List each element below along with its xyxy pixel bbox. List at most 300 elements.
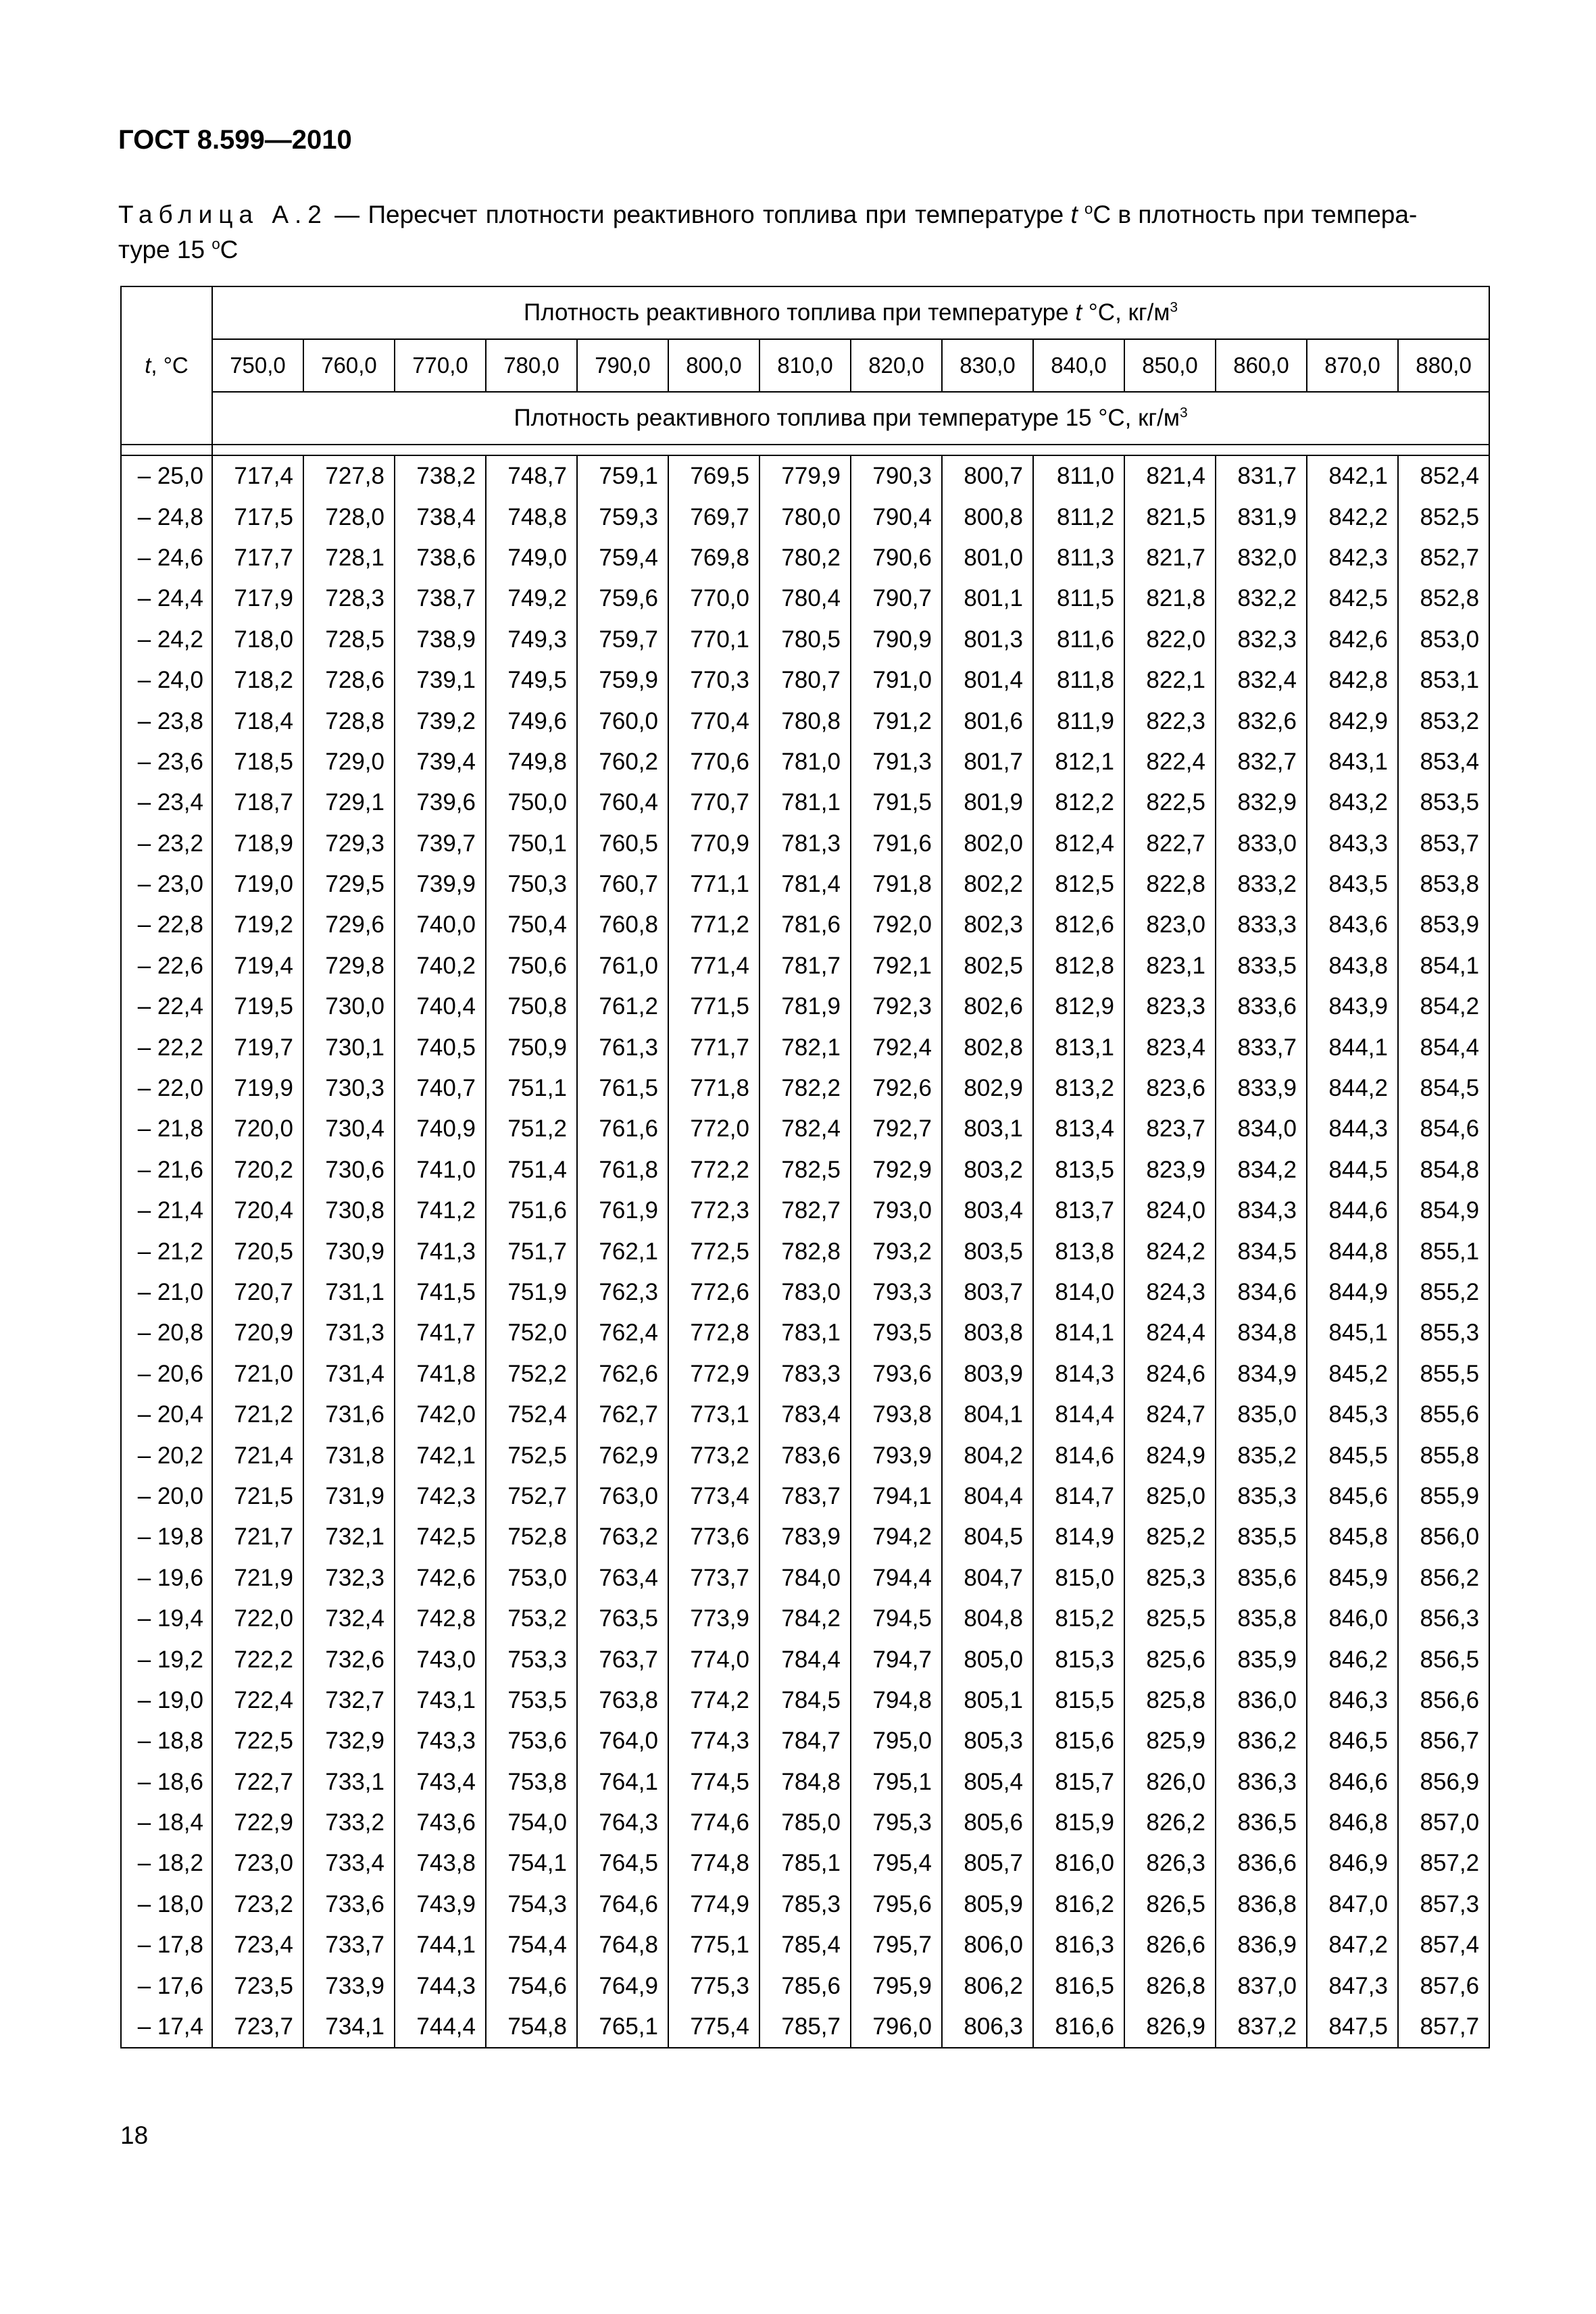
density-cell: 853,7 (1398, 824, 1489, 864)
density-cell: 793,5 (851, 1313, 942, 1353)
density-cell: 783,3 (759, 1354, 851, 1394)
density-cell: 743,6 (395, 1803, 486, 1843)
density-cell: 749,2 (486, 578, 577, 619)
density-cell: 815,0 (1033, 1558, 1124, 1599)
density-cell: 723,2 (212, 1884, 303, 1925)
density-cell: 719,4 (212, 946, 303, 986)
density-cell: 857,6 (1398, 1965, 1489, 2006)
density-cell: 731,1 (303, 1272, 395, 1313)
density-cell: 770,9 (668, 824, 759, 864)
temperature-cell: – 21,0 (121, 1272, 212, 1313)
density-cell: 772,6 (668, 1272, 759, 1313)
density-cell: 823,0 (1124, 905, 1216, 945)
t-header-symbol: t (145, 353, 151, 378)
density-cell: 857,2 (1398, 1843, 1489, 1884)
table-row (121, 1762, 1489, 1803)
density-cell: 733,7 (303, 1925, 395, 1965)
density-cell: 794,4 (851, 1558, 942, 1599)
density-cell: 730,0 (303, 986, 395, 1027)
density-cell: 753,0 (486, 1558, 577, 1599)
density-cell: 832,4 (1216, 660, 1307, 701)
density-cell: 804,8 (942, 1599, 1033, 1639)
density-cell: 759,7 (577, 620, 668, 660)
density-cell: 761,0 (577, 946, 668, 986)
density-cell: 857,7 (1398, 2007, 1489, 2048)
density-cell: 741,5 (395, 1272, 486, 1313)
density-cell: 823,1 (1124, 946, 1216, 986)
density-cell: 731,3 (303, 1313, 395, 1353)
table-row (121, 1394, 1489, 1435)
table-row (121, 701, 1489, 741)
density-cell: 833,7 (1216, 1027, 1307, 1067)
density-cell: 717,5 (212, 497, 303, 537)
density-cell: 783,1 (759, 1313, 851, 1353)
density-cell: 805,4 (942, 1762, 1033, 1803)
density-cell: 781,3 (759, 824, 851, 864)
density-cell: 721,2 (212, 1394, 303, 1435)
density-cell: 836,9 (1216, 1925, 1307, 1965)
density-cell: 853,5 (1398, 782, 1489, 823)
density-cell: 793,6 (851, 1354, 942, 1394)
density-cell: 800,7 (942, 455, 1033, 497)
density-cell: 752,0 (486, 1313, 577, 1353)
table-row (121, 1925, 1489, 1965)
density-cell: 732,6 (303, 1639, 395, 1680)
density-cell: 842,8 (1307, 660, 1398, 701)
density-cell: 834,0 (1216, 1109, 1307, 1149)
density-cell: 793,0 (851, 1190, 942, 1231)
density-cell: 775,1 (668, 1925, 759, 1965)
density-cell: 774,0 (668, 1639, 759, 1680)
density-cell: 802,0 (942, 824, 1033, 864)
density-cell: 824,2 (1124, 1231, 1216, 1272)
density-column-header: 880,0 (1398, 339, 1489, 392)
density-cell: 843,6 (1307, 905, 1398, 945)
density-cell: 795,9 (851, 1965, 942, 2006)
density-cell: 826,2 (1124, 1803, 1216, 1843)
density-cell: 781,0 (759, 742, 851, 782)
density-cell: 740,9 (395, 1109, 486, 1149)
density-cell: 781,9 (759, 986, 851, 1027)
density-cell: 760,2 (577, 742, 668, 782)
density-cell: 803,4 (942, 1190, 1033, 1231)
density-cell: 855,9 (1398, 1476, 1489, 1517)
density-cell: 856,5 (1398, 1639, 1489, 1680)
density-cell: 785,1 (759, 1843, 851, 1884)
density-cell: 802,6 (942, 986, 1033, 1027)
density-cell: 771,5 (668, 986, 759, 1027)
density-cell: 754,8 (486, 2007, 577, 2048)
temperature-cell: – 20,2 (121, 1435, 212, 1476)
density-cell: 739,2 (395, 701, 486, 741)
density-column-header: 830,0 (942, 339, 1033, 392)
density-cell: 772,8 (668, 1313, 759, 1353)
density-cell: 814,7 (1033, 1476, 1124, 1517)
caption-text-cont: С в плотность при темпера- (1093, 201, 1418, 228)
density-cell: 769,5 (668, 455, 759, 497)
density-cell: 795,1 (851, 1762, 942, 1803)
density-cell: 852,4 (1398, 455, 1489, 497)
temperature-cell: – 17,6 (121, 1965, 212, 2006)
density-cell: 806,3 (942, 2007, 1033, 2048)
density-cell: 822,7 (1124, 824, 1216, 864)
density-cell: 831,7 (1216, 455, 1307, 497)
density-cell: 731,4 (303, 1354, 395, 1394)
density-cell: 761,2 (577, 986, 668, 1027)
density-cell: 721,5 (212, 1476, 303, 1517)
density-cell: 846,8 (1307, 1803, 1398, 1843)
density-cell: 740,0 (395, 905, 486, 945)
table-row (121, 1517, 1489, 1557)
density-cell: 852,5 (1398, 497, 1489, 537)
density-cell: 770,7 (668, 782, 759, 823)
table-row (121, 1680, 1489, 1721)
density-cell: 855,2 (1398, 1272, 1489, 1313)
density-cell: 729,0 (303, 742, 395, 782)
temperature-cell: – 21,6 (121, 1150, 212, 1190)
density-cell: 822,3 (1124, 701, 1216, 741)
temperature-cell: – 18,2 (121, 1843, 212, 1884)
table-row (121, 946, 1489, 986)
density-cell: 845,8 (1307, 1517, 1398, 1557)
density-cell: 775,4 (668, 2007, 759, 2048)
density-cell: 718,2 (212, 660, 303, 701)
density-cell: 750,9 (486, 1027, 577, 1067)
header-gap-row (121, 445, 1489, 455)
density-cell: 780,7 (759, 660, 851, 701)
density-cell: 792,1 (851, 946, 942, 986)
density-cell: 751,2 (486, 1109, 577, 1149)
density-cell: 720,7 (212, 1272, 303, 1313)
density-cell: 741,7 (395, 1313, 486, 1353)
density-cell: 825,9 (1124, 1721, 1216, 1761)
density-column-header: 810,0 (759, 339, 851, 392)
density-cell: 804,2 (942, 1435, 1033, 1476)
density-cell: 793,9 (851, 1435, 942, 1476)
density-cell: 720,9 (212, 1313, 303, 1353)
density-cell: 717,9 (212, 578, 303, 619)
density-cell: 794,5 (851, 1599, 942, 1639)
density-cell: 743,3 (395, 1721, 486, 1761)
table-row (121, 1354, 1489, 1394)
top-header-suffix: °С, кг/м (1088, 299, 1170, 326)
table-row (121, 905, 1489, 945)
density-cell: 854,4 (1398, 1027, 1489, 1067)
density-cell: 852,7 (1398, 538, 1489, 578)
density-cell: 793,2 (851, 1231, 942, 1272)
density-cell: 835,0 (1216, 1394, 1307, 1435)
density-cell: 728,0 (303, 497, 395, 537)
density-cell: 785,3 (759, 1884, 851, 1925)
density-cell: 741,0 (395, 1150, 486, 1190)
density-cell: 823,4 (1124, 1027, 1216, 1067)
density-cell: 722,0 (212, 1599, 303, 1639)
density-cell: 853,9 (1398, 905, 1489, 945)
density-cell: 729,6 (303, 905, 395, 945)
density-cell: 823,9 (1124, 1150, 1216, 1190)
density-cell: 821,4 (1124, 455, 1216, 497)
density-cell: 780,0 (759, 497, 851, 537)
density-cell: 854,2 (1398, 986, 1489, 1027)
density-cell: 763,5 (577, 1599, 668, 1639)
caption-degree-2: o (211, 235, 220, 253)
density-cell: 774,9 (668, 1884, 759, 1925)
temperature-cell: – 20,8 (121, 1313, 212, 1353)
table-row (121, 660, 1489, 701)
table-row (121, 742, 1489, 782)
density-cell: 751,6 (486, 1190, 577, 1231)
density-cell: 744,1 (395, 1925, 486, 1965)
density-cell: 825,6 (1124, 1639, 1216, 1680)
density-cell: 805,3 (942, 1721, 1033, 1761)
density-cell: 718,0 (212, 620, 303, 660)
density-cell: 822,1 (1124, 660, 1216, 701)
caption-line2-suffix: С (220, 236, 239, 263)
density-cell: 846,2 (1307, 1639, 1398, 1680)
density-cell: 783,9 (759, 1517, 851, 1557)
density-cell: 782,1 (759, 1027, 851, 1067)
density-cell: 718,9 (212, 824, 303, 864)
density-cell: 845,5 (1307, 1435, 1398, 1476)
temperature-cell: – 22,2 (121, 1027, 212, 1067)
density-cell: 740,4 (395, 986, 486, 1027)
temperature-cell: – 20,6 (121, 1354, 212, 1394)
density-cell: 811,0 (1033, 455, 1124, 497)
density-cell: 845,1 (1307, 1313, 1398, 1353)
density-cell: 801,7 (942, 742, 1033, 782)
caption-line2: туре 15 (118, 236, 205, 263)
density-cell: 738,6 (395, 538, 486, 578)
density-cell: 832,2 (1216, 578, 1307, 619)
density-cell: 750,4 (486, 905, 577, 945)
density-cell: 855,6 (1398, 1394, 1489, 1435)
density-cell: 844,3 (1307, 1109, 1398, 1149)
density-cell: 790,9 (851, 620, 942, 660)
density-cell: 812,8 (1033, 946, 1124, 986)
density-cell: 739,9 (395, 864, 486, 905)
density-cell: 843,2 (1307, 782, 1398, 823)
temperature-cell: – 17,4 (121, 2007, 212, 2048)
table-row (121, 578, 1489, 619)
temperature-cell: – 19,0 (121, 1680, 212, 1721)
density-cell: 763,7 (577, 1639, 668, 1680)
density-cell: 743,0 (395, 1639, 486, 1680)
density-cell: 832,3 (1216, 620, 1307, 660)
density-cell: 752,5 (486, 1435, 577, 1476)
temperature-cell: – 21,8 (121, 1109, 212, 1149)
density-cell: 749,0 (486, 538, 577, 578)
density-cell: 774,3 (668, 1721, 759, 1761)
density-cell: 784,2 (759, 1599, 851, 1639)
density-cell: 722,7 (212, 1762, 303, 1803)
density-cell: 763,2 (577, 1517, 668, 1557)
density-cell: 772,0 (668, 1109, 759, 1149)
density-cell: 729,5 (303, 864, 395, 905)
density-cell: 782,2 (759, 1068, 851, 1109)
table-row (121, 1068, 1489, 1109)
density-cell: 734,1 (303, 2007, 395, 2048)
density-cell: 753,3 (486, 1639, 577, 1680)
density-cell: 749,5 (486, 660, 577, 701)
density-cell: 720,4 (212, 1190, 303, 1231)
density-cell: 744,4 (395, 2007, 486, 2048)
density-cell: 717,4 (212, 455, 303, 497)
density-cell: 744,3 (395, 1965, 486, 2006)
table-body (121, 445, 1489, 2048)
density-cell: 754,0 (486, 1803, 577, 1843)
density-cell: 731,9 (303, 1476, 395, 1517)
density-cell: 784,4 (759, 1639, 851, 1680)
density-cell: 785,4 (759, 1925, 851, 1965)
density-cell: 770,4 (668, 701, 759, 741)
density-cell: 813,1 (1033, 1027, 1124, 1067)
density-cell: 742,5 (395, 1517, 486, 1557)
density-cell: 853,4 (1398, 742, 1489, 782)
density-cell: 732,4 (303, 1599, 395, 1639)
density-cell: 845,9 (1307, 1558, 1398, 1599)
density-cell: 733,9 (303, 1965, 395, 2006)
density-cell: 762,3 (577, 1272, 668, 1313)
density-cell: 754,3 (486, 1884, 577, 1925)
density-cell: 805,0 (942, 1639, 1033, 1680)
density-cell: 802,2 (942, 864, 1033, 905)
table-row (121, 538, 1489, 578)
density-cell: 752,4 (486, 1394, 577, 1435)
density-cell: 763,0 (577, 1476, 668, 1517)
density-cell: 856,9 (1398, 1762, 1489, 1803)
density-cell: 759,4 (577, 538, 668, 578)
density-cell: 782,8 (759, 1231, 851, 1272)
temperature-cell: – 24,0 (121, 660, 212, 701)
density-cell: 721,7 (212, 1517, 303, 1557)
density-cell: 721,0 (212, 1354, 303, 1394)
density-cell: 857,0 (1398, 1803, 1489, 1843)
density-cell: 750,1 (486, 824, 577, 864)
density-cell: 801,4 (942, 660, 1033, 701)
density-cell: 792,3 (851, 986, 942, 1027)
density-cell: 718,7 (212, 782, 303, 823)
density-columns-row (121, 339, 1489, 392)
density-cell: 772,9 (668, 1354, 759, 1394)
density-cell: 770,3 (668, 660, 759, 701)
density-cell: 733,1 (303, 1762, 395, 1803)
temperature-cell: – 24,8 (121, 497, 212, 537)
density-cell: 823,3 (1124, 986, 1216, 1027)
density-cell: 846,0 (1307, 1599, 1398, 1639)
density-cell: 729,3 (303, 824, 395, 864)
table-row (121, 1843, 1489, 1884)
density-cell: 738,2 (395, 455, 486, 497)
density-cell: 804,1 (942, 1394, 1033, 1435)
density-cell: 730,8 (303, 1190, 395, 1231)
density-cell: 823,6 (1124, 1068, 1216, 1109)
density-cell: 742,0 (395, 1394, 486, 1435)
density-cell: 846,6 (1307, 1762, 1398, 1803)
temperature-cell: – 24,4 (121, 578, 212, 619)
temperature-cell: – 18,4 (121, 1803, 212, 1843)
density-cell: 814,3 (1033, 1354, 1124, 1394)
density-cell: 730,3 (303, 1068, 395, 1109)
table-row (121, 1231, 1489, 1272)
density-cell: 772,3 (668, 1190, 759, 1231)
density-cell: 815,5 (1033, 1680, 1124, 1721)
caption-label: Таблица А.2 (118, 201, 328, 228)
density-cell: 834,9 (1216, 1354, 1307, 1394)
density-cell: 845,2 (1307, 1354, 1398, 1394)
density-cell: 802,8 (942, 1027, 1033, 1067)
density-cell: 754,1 (486, 1843, 577, 1884)
density-cell: 856,7 (1398, 1721, 1489, 1761)
density-cell: 769,7 (668, 497, 759, 537)
temperature-cell: – 24,6 (121, 538, 212, 578)
density-cell: 791,6 (851, 824, 942, 864)
density-cell: 753,2 (486, 1599, 577, 1639)
density-cell: 722,4 (212, 1680, 303, 1721)
density-cell: 825,5 (1124, 1599, 1216, 1639)
density-cell: 763,8 (577, 1680, 668, 1721)
density-cell: 781,4 (759, 864, 851, 905)
density-cell: 754,4 (486, 1925, 577, 1965)
density-cell: 780,8 (759, 701, 851, 741)
temperature-cell: – 20,0 (121, 1476, 212, 1517)
density-cell: 739,6 (395, 782, 486, 823)
density-cell: 728,6 (303, 660, 395, 701)
density-cell: 791,3 (851, 742, 942, 782)
density-cell: 761,3 (577, 1027, 668, 1067)
temperature-cell: – 23,2 (121, 824, 212, 864)
density-cell: 751,9 (486, 1272, 577, 1313)
density-cell: 843,1 (1307, 742, 1398, 782)
density-cell: 801,1 (942, 578, 1033, 619)
density-cell: 825,3 (1124, 1558, 1216, 1599)
density-cell: 826,8 (1124, 1965, 1216, 2006)
density-cell: 719,5 (212, 986, 303, 1027)
density-cell: 773,2 (668, 1435, 759, 1476)
density-cell: 740,7 (395, 1068, 486, 1109)
density-cell: 812,5 (1033, 864, 1124, 905)
density-cell: 855,5 (1398, 1354, 1489, 1394)
density-cell: 781,1 (759, 782, 851, 823)
table-row (121, 1558, 1489, 1599)
density-cell: 847,0 (1307, 1884, 1398, 1925)
density-cell: 719,7 (212, 1027, 303, 1067)
density-cell: 762,1 (577, 1231, 668, 1272)
density-cell: 796,0 (851, 2007, 942, 2048)
density-cell: 761,5 (577, 1068, 668, 1109)
density-column-header: 790,0 (577, 339, 668, 392)
density-cell: 792,4 (851, 1027, 942, 1067)
table-row (121, 1109, 1489, 1149)
table-row (121, 986, 1489, 1027)
density-cell: 772,2 (668, 1150, 759, 1190)
density-cell: 811,6 (1033, 620, 1124, 660)
density-cell: 816,0 (1033, 1843, 1124, 1884)
density-cell: 771,4 (668, 946, 759, 986)
density-cell: 753,6 (486, 1721, 577, 1761)
density-cell: 764,5 (577, 1843, 668, 1884)
density-cell: 844,9 (1307, 1272, 1398, 1313)
density-cell: 791,2 (851, 701, 942, 741)
density-cell: 722,5 (212, 1721, 303, 1761)
density-cell: 813,7 (1033, 1190, 1124, 1231)
density-cell: 792,6 (851, 1068, 942, 1109)
bottom-header-text: Плотность реактивного топлива при температуре 15 °С, кг/м (514, 405, 1180, 431)
density-cell: 729,1 (303, 782, 395, 823)
density-table (120, 286, 1490, 2048)
density-cell: 723,5 (212, 1965, 303, 2006)
temperature-cell: – 19,8 (121, 1517, 212, 1557)
density-cell: 854,5 (1398, 1068, 1489, 1109)
